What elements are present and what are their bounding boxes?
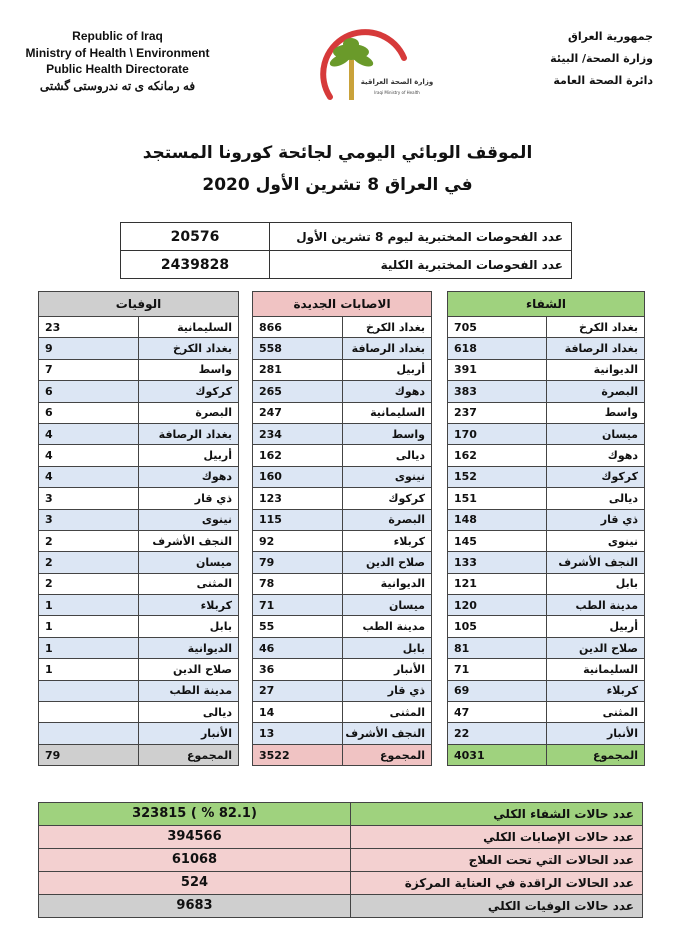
table-row bbox=[448, 338, 645, 359]
case-count: 160 bbox=[253, 466, 343, 487]
summary-label: عدد حالات الوفيات الكلي bbox=[351, 895, 643, 918]
case-count: 14 bbox=[253, 702, 343, 723]
summary-label: عدد الحالات التي تحت العلاج bbox=[351, 849, 643, 872]
total-value: 79 bbox=[39, 744, 139, 765]
governorate-name: السليمانية bbox=[342, 402, 432, 423]
column-heading: الشفاء bbox=[448, 292, 645, 317]
case-count: 618 bbox=[448, 338, 547, 359]
table-row bbox=[253, 317, 432, 338]
header-line: وزارة الصحة/ البيئة bbox=[550, 52, 653, 65]
column-heading: الاصابات الجديدة bbox=[253, 292, 432, 317]
case-count: 152 bbox=[448, 466, 547, 487]
governorate-name: النجف الأشرف bbox=[546, 552, 645, 573]
governorate-name: بغداد الكرخ bbox=[342, 317, 432, 338]
case-count: 115 bbox=[253, 509, 343, 530]
table-row bbox=[253, 381, 432, 402]
table-row bbox=[253, 466, 432, 487]
governorate-name: النجف الأشرف bbox=[342, 723, 432, 744]
case-count: 1 bbox=[39, 616, 139, 637]
case-count: 81 bbox=[448, 637, 547, 658]
case-count: 123 bbox=[253, 488, 343, 509]
case-count: 6 bbox=[39, 402, 139, 423]
case-count: 247 bbox=[253, 402, 343, 423]
header-line: Public Health Directorate bbox=[46, 62, 189, 76]
summary-label: عدد حالات الإصابات الكلي bbox=[351, 826, 643, 849]
summary-value: 61068 bbox=[39, 849, 351, 872]
governorate-name: البصرة bbox=[139, 402, 239, 423]
table-row bbox=[448, 466, 645, 487]
summary-table bbox=[38, 802, 643, 918]
case-count: 151 bbox=[448, 488, 547, 509]
governorate-name: أربيل bbox=[546, 616, 645, 637]
deaths-table bbox=[38, 291, 239, 766]
case-count: 170 bbox=[448, 423, 547, 444]
case-count bbox=[39, 680, 139, 701]
logo-caption: وزارة الصحة العراقية bbox=[360, 78, 434, 86]
case-count: 162 bbox=[253, 445, 343, 466]
governorate-name: بغداد الرصافة bbox=[342, 338, 432, 359]
case-count: 162 bbox=[448, 445, 547, 466]
ministry-logo bbox=[300, 12, 434, 112]
table-row bbox=[253, 573, 432, 594]
governorate-name: السليمانية bbox=[139, 317, 239, 338]
table-row bbox=[39, 509, 239, 530]
case-count: 383 bbox=[448, 381, 547, 402]
total-row bbox=[448, 744, 645, 765]
table-row bbox=[121, 251, 572, 279]
summary-label: عدد الحالات الراقدة في العناية المركزة bbox=[351, 872, 643, 895]
new-infections-table bbox=[252, 291, 432, 766]
summary-value: 9683 bbox=[39, 895, 351, 918]
table-row bbox=[448, 530, 645, 551]
case-count: 133 bbox=[448, 552, 547, 573]
governorate-name: نينوى bbox=[139, 509, 239, 530]
governorate-name: بغداد الكرخ bbox=[546, 317, 645, 338]
table-row bbox=[39, 488, 239, 509]
table-row bbox=[39, 872, 643, 895]
governorate-name: ميسان bbox=[342, 595, 432, 616]
table-row bbox=[253, 488, 432, 509]
case-count: 145 bbox=[448, 530, 547, 551]
governorate-name: مدينة الطب bbox=[139, 680, 239, 701]
summary-label: عدد حالات الشفاء الكلي bbox=[351, 803, 643, 826]
governorate-name: كربلاء bbox=[139, 595, 239, 616]
governorate-name: صلاح الدين bbox=[342, 552, 432, 573]
table-row bbox=[39, 445, 239, 466]
header-line: Republic of Iraq bbox=[72, 29, 163, 43]
case-count: 2 bbox=[39, 530, 139, 551]
case-count: 78 bbox=[253, 573, 343, 594]
table-row bbox=[448, 680, 645, 701]
table-row bbox=[39, 702, 239, 723]
table-row bbox=[448, 359, 645, 380]
summary-value: 524 bbox=[39, 872, 351, 895]
case-count: 4 bbox=[39, 423, 139, 444]
case-count: 4 bbox=[39, 466, 139, 487]
governorate-name: ديالى bbox=[546, 488, 645, 509]
logo-subcaption: Iraqi Ministry of Health bbox=[374, 90, 420, 95]
case-count: 1 bbox=[39, 659, 139, 680]
case-count: 237 bbox=[448, 402, 547, 423]
table-row bbox=[39, 552, 239, 573]
header-english bbox=[10, 28, 225, 94]
table-row bbox=[253, 338, 432, 359]
table-row bbox=[39, 895, 643, 918]
governorate-name: بغداد الكرخ bbox=[139, 338, 239, 359]
governorate-name: بابل bbox=[546, 573, 645, 594]
case-count: 23 bbox=[39, 317, 139, 338]
header-line: فه رمانكه ى ته ندروستى گشتى bbox=[39, 78, 196, 93]
table-row bbox=[448, 616, 645, 637]
governorate-name: ميسان bbox=[139, 552, 239, 573]
governorate-name: دهوك bbox=[342, 381, 432, 402]
table-row bbox=[253, 509, 432, 530]
governorate-name: ميسان bbox=[546, 423, 645, 444]
case-count: 13 bbox=[253, 723, 343, 744]
case-count: 234 bbox=[253, 423, 343, 444]
case-count: 1 bbox=[39, 637, 139, 658]
table-row bbox=[448, 595, 645, 616]
table-row bbox=[39, 723, 239, 744]
header-line: جمهورية العراق bbox=[568, 30, 653, 43]
governorate-name: مدينة الطب bbox=[546, 595, 645, 616]
case-count: 55 bbox=[253, 616, 343, 637]
case-count: 69 bbox=[448, 680, 547, 701]
governorate-name: ذي قار bbox=[546, 509, 645, 530]
table-row bbox=[448, 702, 645, 723]
table-header-row bbox=[39, 292, 239, 317]
table-row bbox=[39, 338, 239, 359]
case-count: 47 bbox=[448, 702, 547, 723]
governorate-name: بابل bbox=[342, 637, 432, 658]
total-row bbox=[39, 744, 239, 765]
governorate-name: كركوك bbox=[139, 381, 239, 402]
governorate-name: مدينة الطب bbox=[342, 616, 432, 637]
table-row bbox=[39, 803, 643, 826]
case-count: 265 bbox=[253, 381, 343, 402]
case-count bbox=[39, 702, 139, 723]
case-count: 2 bbox=[39, 573, 139, 594]
header-arabic bbox=[513, 26, 653, 92]
table-row bbox=[253, 423, 432, 444]
governorate-name: السليمانية bbox=[546, 659, 645, 680]
table-row bbox=[253, 402, 432, 423]
column-heading: الوفيات bbox=[39, 292, 239, 317]
table-row bbox=[448, 723, 645, 744]
table-header-row bbox=[253, 292, 432, 317]
case-count: 7 bbox=[39, 359, 139, 380]
header-line: Ministry of Health \ Environment bbox=[25, 45, 210, 60]
case-count: 79 bbox=[253, 552, 343, 573]
case-count: 92 bbox=[253, 530, 343, 551]
table-row bbox=[253, 680, 432, 701]
tests-value: 2439828 bbox=[121, 251, 270, 279]
governorate-name: ديالى bbox=[139, 702, 239, 723]
case-count: 281 bbox=[253, 359, 343, 380]
case-count: 705 bbox=[448, 317, 547, 338]
governorate-name: الأنبار bbox=[342, 659, 432, 680]
summary-value: (82.1 % ) 323815 bbox=[39, 803, 351, 826]
case-count: 121 bbox=[448, 573, 547, 594]
case-count: 4 bbox=[39, 445, 139, 466]
governorate-name: نينوى bbox=[546, 530, 645, 551]
governorate-name: الديوانية bbox=[139, 637, 239, 658]
table-row bbox=[448, 573, 645, 594]
governorate-name: المثنى bbox=[342, 702, 432, 723]
table-row bbox=[253, 359, 432, 380]
case-count: 105 bbox=[448, 616, 547, 637]
table-row bbox=[448, 317, 645, 338]
table-row bbox=[39, 680, 239, 701]
tests-label: عدد الفحوصات المختبرية الكلية bbox=[270, 251, 572, 279]
table-row bbox=[448, 488, 645, 509]
table-row bbox=[39, 573, 239, 594]
table-row bbox=[253, 595, 432, 616]
case-count: 3 bbox=[39, 509, 139, 530]
governorate-name: الديوانية bbox=[342, 573, 432, 594]
table-row bbox=[448, 552, 645, 573]
lab-tests-table bbox=[120, 222, 572, 279]
table-row bbox=[253, 445, 432, 466]
table-row bbox=[39, 423, 239, 444]
governorate-name: المثنى bbox=[139, 573, 239, 594]
case-count: 2 bbox=[39, 552, 139, 573]
table-row bbox=[448, 423, 645, 444]
case-count bbox=[39, 723, 139, 744]
governorate-name: كربلاء bbox=[342, 530, 432, 551]
table-row bbox=[39, 826, 643, 849]
governorate-name: البصرة bbox=[546, 381, 645, 402]
governorate-name: بغداد الرصافة bbox=[546, 338, 645, 359]
governorate-name: دهوك bbox=[546, 445, 645, 466]
governorate-name: الأنبار bbox=[546, 723, 645, 744]
header-line: دائرة الصحة العامة bbox=[553, 74, 653, 87]
governorate-name: أربيل bbox=[342, 359, 432, 380]
governorate-name: المثنى bbox=[546, 702, 645, 723]
table-row bbox=[253, 702, 432, 723]
governorate-name: دهوك bbox=[139, 466, 239, 487]
governorate-name: كركوك bbox=[546, 466, 645, 487]
governorate-name: الأنبار bbox=[139, 723, 239, 744]
case-count: 866 bbox=[253, 317, 343, 338]
total-value: 3522 bbox=[253, 744, 343, 765]
table-row bbox=[39, 849, 643, 872]
case-count: 3 bbox=[39, 488, 139, 509]
table-row bbox=[448, 637, 645, 658]
tests-label: عدد الفحوصات المختبرية ليوم 8 تشرين الأول bbox=[270, 223, 572, 251]
table-row bbox=[39, 530, 239, 551]
table-row bbox=[39, 659, 239, 680]
table-row bbox=[39, 317, 239, 338]
governorate-name: ديالى bbox=[342, 445, 432, 466]
case-count: 27 bbox=[253, 680, 343, 701]
page-subtitle: في العراق 8 تشرين الأول 2020 bbox=[202, 175, 473, 195]
table-row bbox=[39, 595, 239, 616]
governorate-name: البصرة bbox=[342, 509, 432, 530]
governorate-name: بغداد الرصافة bbox=[139, 423, 239, 444]
case-count: 71 bbox=[253, 595, 343, 616]
governorate-name: صلاح الدين bbox=[546, 637, 645, 658]
table-row bbox=[39, 637, 239, 658]
table-row bbox=[121, 223, 572, 251]
governorate-name: النجف الأشرف bbox=[139, 530, 239, 551]
total-value: 4031 bbox=[448, 744, 547, 765]
case-count: 36 bbox=[253, 659, 343, 680]
total-row bbox=[253, 744, 432, 765]
table-row bbox=[253, 659, 432, 680]
case-count: 1 bbox=[39, 595, 139, 616]
case-count: 71 bbox=[448, 659, 547, 680]
table-row bbox=[39, 616, 239, 637]
case-count: 558 bbox=[253, 338, 343, 359]
table-row bbox=[253, 637, 432, 658]
page-title: الموقف الوبائي اليومي لجائحة كورونا المستجد bbox=[142, 143, 533, 163]
table-row bbox=[39, 359, 239, 380]
governorate-name: ذي قار bbox=[342, 680, 432, 701]
table-row bbox=[448, 402, 645, 423]
governorate-name: أربيل bbox=[139, 445, 239, 466]
total-label: المجموع bbox=[342, 744, 432, 765]
table-row bbox=[253, 723, 432, 744]
governorate-name: نينوى bbox=[342, 466, 432, 487]
table-row bbox=[448, 659, 645, 680]
tests-value: 20576 bbox=[121, 223, 270, 251]
governorate-name: كركوك bbox=[342, 488, 432, 509]
total-label: المجموع bbox=[546, 744, 645, 765]
case-count: 148 bbox=[448, 509, 547, 530]
governorate-name: واسط bbox=[546, 402, 645, 423]
governorate-name: واسط bbox=[139, 359, 239, 380]
table-row bbox=[39, 466, 239, 487]
governorate-name: صلاح الدين bbox=[139, 659, 239, 680]
total-label: المجموع bbox=[139, 744, 239, 765]
table-header-row bbox=[448, 292, 645, 317]
table-row bbox=[39, 402, 239, 423]
table-row bbox=[253, 530, 432, 551]
case-count: 46 bbox=[253, 637, 343, 658]
table-row bbox=[448, 381, 645, 402]
summary-value: 394566 bbox=[39, 826, 351, 849]
case-count: 9 bbox=[39, 338, 139, 359]
recovery-table bbox=[447, 291, 645, 766]
governorate-name: كربلاء bbox=[546, 680, 645, 701]
table-row bbox=[253, 552, 432, 573]
table-row bbox=[448, 509, 645, 530]
table-row bbox=[448, 445, 645, 466]
case-count: 120 bbox=[448, 595, 547, 616]
governorate-name: واسط bbox=[342, 423, 432, 444]
governorate-name: الديوانية bbox=[546, 359, 645, 380]
case-count: 6 bbox=[39, 381, 139, 402]
case-count: 22 bbox=[448, 723, 547, 744]
governorate-name: ذي قار bbox=[139, 488, 239, 509]
governorate-name: بابل bbox=[139, 616, 239, 637]
table-row bbox=[253, 616, 432, 637]
table-row bbox=[39, 381, 239, 402]
case-count: 391 bbox=[448, 359, 547, 380]
